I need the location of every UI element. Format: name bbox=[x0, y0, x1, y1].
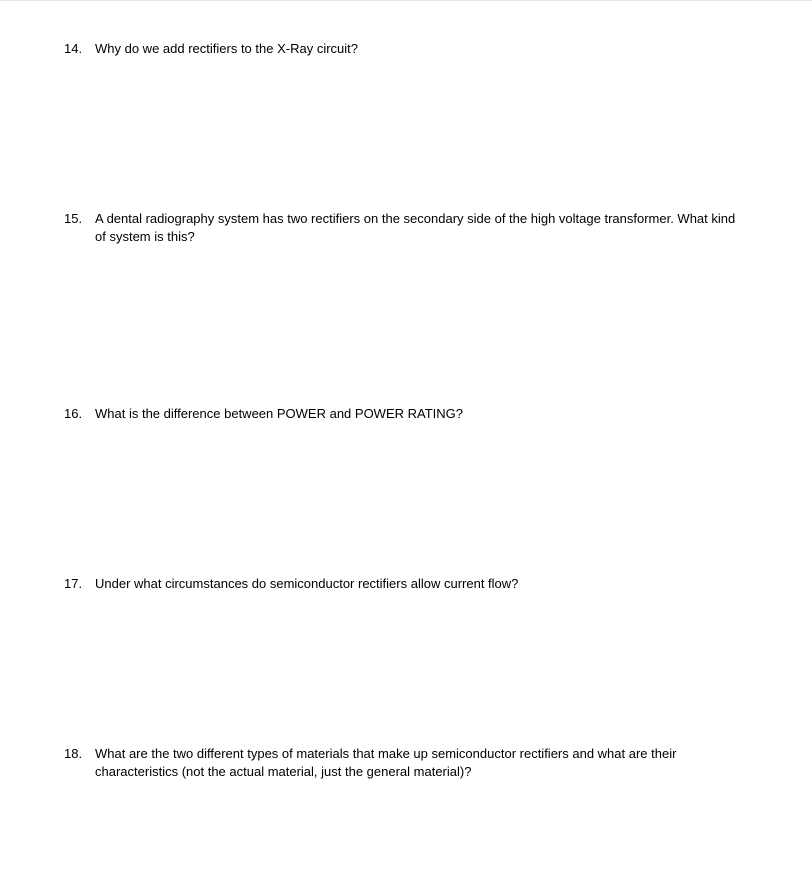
question-number: 14. bbox=[64, 41, 83, 56]
question-number: 17. bbox=[64, 576, 83, 591]
question-text: A dental radiography system has two rectifiers on the secondary side of the high voltage transformer. What kind of system is this? bbox=[95, 211, 736, 244]
question-text: What are the two different types of materials that make up semiconductor rectifiers and what are their characteristics (not the actual material, just the general material)? bbox=[95, 746, 677, 779]
question-16 bbox=[64, 405, 744, 423]
question-18 bbox=[64, 745, 744, 781]
question-14 bbox=[64, 40, 744, 58]
question-number: 16. bbox=[64, 406, 83, 421]
question-text: Under what circumstances do semiconductor rectifiers allow current flow? bbox=[95, 576, 519, 591]
question-number: 18. bbox=[64, 746, 83, 761]
question-text: Why do we add rectifiers to the X-Ray circuit? bbox=[95, 41, 358, 56]
question-17 bbox=[64, 575, 744, 593]
question-text: What is the difference between POWER and POWER RATING? bbox=[95, 406, 463, 421]
question-number: 15. bbox=[64, 211, 83, 226]
question-15 bbox=[64, 210, 744, 246]
page-top-border bbox=[0, 0, 812, 1]
